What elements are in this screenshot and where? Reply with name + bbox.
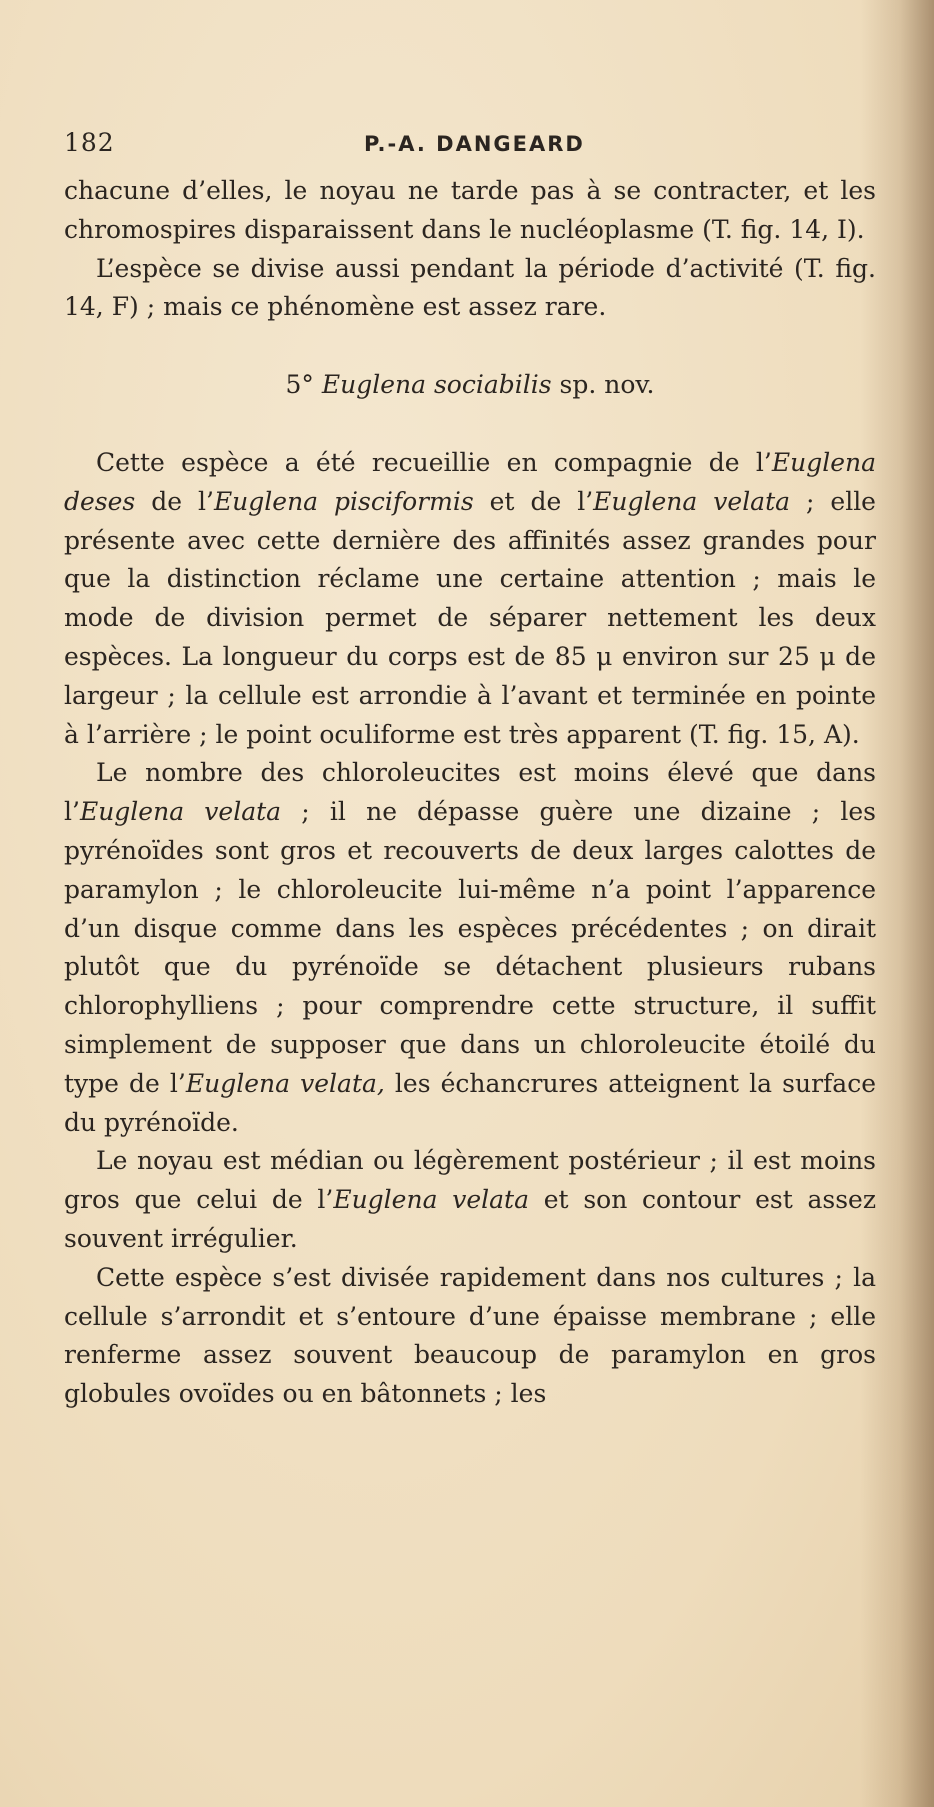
text-run: Le nombre des chloroleucites est moins élevé que dans l’ [64,758,876,827]
paragraph-cultures: Cette espèce s’est divisée rapidement dans nos cultures ; la cellule s’arrondit et s’entoure d’une épaisse membrane ; elle renferme assez souvent beaucoup de paramylon en gros globules ovoïdes ou en bâtonnets ; les [64,1262,876,1409]
text-run: et son contour est assez souvent irrégulier. [64,1185,877,1253]
paragraph-division: L’espèce se divise aussi pendant la période d’activité (T. fig. 14, F) ; mais ce phénomène est assez rare. [64,253,876,322]
text-run: ; il ne dépasse guère une dizaine ; les pyrénoïdes sont gros et recouverts de deux larges calottes de paramylon ; le chloroleucite lui-même n’a point l’apparence d’un disque comme dans les espèces précédentes ; on dirait plutôt que du pyrénoïde se détachent plusieurs rubans chlorophylliens ; pour comprendre cette structure, il suffit simplement de supposer que dans un chloroleucite étoilé du type de l’ [64,797,876,1098]
text-run: et de l’ [473,486,594,516]
species-name: Euglena velata [79,797,282,827]
paragraph-chloroleucites [64,754,876,1142]
text-run: Le noyau est médian ou légèrement postérieur ; il est moins gros que celui de l’ [64,1146,876,1215]
section-number: 5° [285,370,314,400]
text-run: ; elle présente avec cette dernière des affinités assez grandes pour que la distinction réclame une certaine attention ; mais le mode de division permet de séparer nettement les deux espèces. La longueur du corps est de 85 μ environ sur 25 μ de largeur ; la cellule est arrondie à l’avant et terminée en pointe à l’arrière ; le point oculiforme est très apparent (T. fig. 15, A). [64,486,876,749]
paragraph-nucleus [64,1142,876,1258]
section-title [64,366,876,405]
species-name: Euglena velata [593,486,791,516]
species-name: Euglena velata, [185,1068,385,1098]
paragraph-description [64,444,876,754]
page-header [64,128,864,164]
body-text [64,172,876,1414]
page-number: 182 [64,128,115,157]
section-suffix: sp. nov. [559,370,655,400]
text-run: Cette espèce a été recueillie en compagnie de l’ [96,447,772,477]
running-head: P.-A. DANGEARD [364,132,585,156]
species-name: Euglena pisciformis [213,486,474,516]
text-run: de l’ [135,486,214,516]
species-name: Euglena deses [64,447,876,516]
species-name: Euglena velata [333,1185,529,1215]
paragraph-continuation: chacune d’elles, le noyau ne tarde pas à se contracter, et les chromospires disparaissent dans le nucléoplasme (T. fig. 14, I). [64,176,876,244]
section-species-name: Euglena sociabilis [321,370,552,400]
text-run: les échancrures atteignent la surface du pyrénoïde. [64,1068,876,1137]
